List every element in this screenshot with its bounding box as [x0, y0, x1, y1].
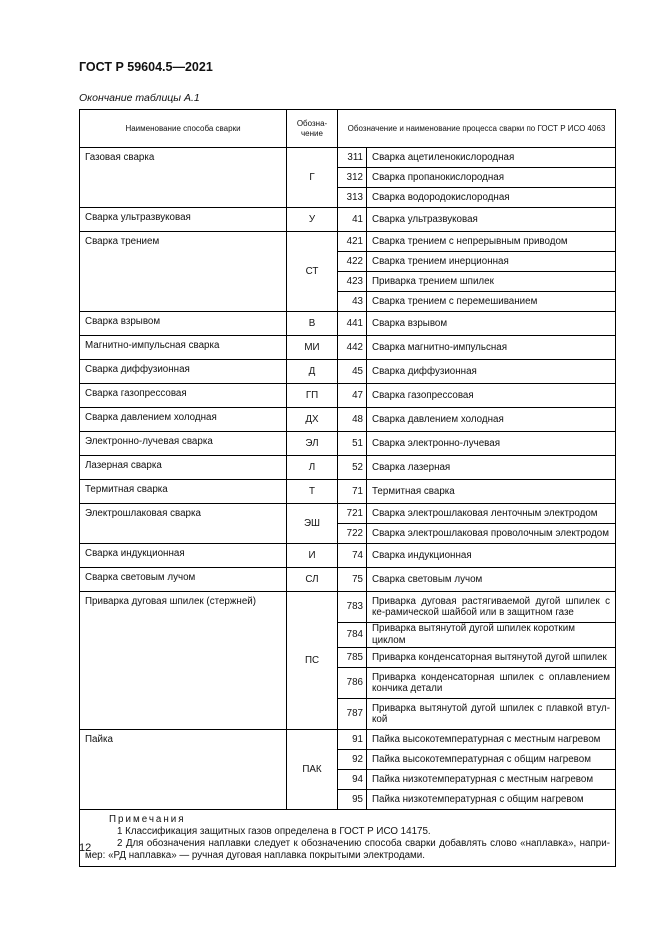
- process-number-cell: 47: [338, 384, 367, 408]
- process-number-cell: 92: [338, 750, 367, 770]
- process-name-cell: Приварка вытянутой дугой шпилек с плавкой втул-кой: [367, 699, 616, 730]
- method-name-cell: Сварка ультразвуковая: [80, 208, 287, 232]
- process-number-cell: 74: [338, 544, 367, 568]
- note-2: 2 Для обозначения наплавки следует к обозначению способа сварки добавлять слово «наплавка», напри-мер: «РД наплавка» — ручная дуговая наплавка покрытыми электродами.: [85, 838, 610, 861]
- designation-cell: У: [287, 208, 338, 232]
- notes-title: Примечания: [109, 814, 186, 825]
- process-number-cell: 312: [338, 168, 367, 188]
- method-name-cell: Магнитно-импульсная сварка: [80, 336, 287, 360]
- table-row: [80, 360, 616, 384]
- designation-cell: ПАК: [287, 730, 338, 810]
- method-name-cell: Электрошлаковая сварка: [80, 504, 287, 544]
- process-number-cell: 94: [338, 770, 367, 790]
- designation-cell: ПС: [287, 592, 338, 730]
- process-number-cell: 422: [338, 252, 367, 272]
- process-name-cell: Сварка ацетиленокислородная: [367, 148, 616, 168]
- table-row: [80, 312, 616, 336]
- process-name-cell: Пайка низкотемпературная с общим нагревом: [367, 790, 616, 810]
- process-number-cell: 51: [338, 432, 367, 456]
- process-number-cell: 786: [338, 668, 367, 699]
- process-number-cell: 311: [338, 148, 367, 168]
- table-row: [80, 592, 616, 623]
- process-name-cell: Пайка высокотемпературная с местным нагревом: [367, 730, 616, 750]
- table-row: [80, 730, 616, 750]
- process-number-cell: 784: [338, 623, 367, 648]
- process-number-cell: 783: [338, 592, 367, 623]
- method-name-cell: Газовая сварка: [80, 148, 287, 208]
- notes-cell: [80, 810, 616, 867]
- process-name-cell: Сварка газопрессовая: [367, 384, 616, 408]
- note-1: 1 Классификация защитных газов определена в ГОСТ Р ИСО 14175.: [117, 826, 431, 837]
- table-row: [80, 432, 616, 456]
- process-number-cell: 721: [338, 504, 367, 524]
- process-name-cell: Приварка конденсаторная вытянутой дугой шпилек: [367, 648, 616, 668]
- process-name-cell: Сварка взрывом: [367, 312, 616, 336]
- designation-cell: В: [287, 312, 338, 336]
- designation-cell: СТ: [287, 232, 338, 312]
- table-row: [80, 568, 616, 592]
- header-process: Обозначение и наименование процесса сварки по ГОСТ Р ИСО 4063: [338, 110, 616, 148]
- designation-cell: МИ: [287, 336, 338, 360]
- table-row: [80, 456, 616, 480]
- page-number: 12: [79, 842, 92, 854]
- process-name-cell: Приварка вытянутой дугой шпилек коротким циклом: [367, 623, 616, 648]
- designation-cell: Г: [287, 148, 338, 208]
- process-name-cell: Сварка ультразвуковая: [367, 208, 616, 232]
- process-name-cell: Сварка электрошлаковая проволочным электродом: [367, 524, 616, 544]
- process-number-cell: 95: [338, 790, 367, 810]
- process-name-cell: Термитная сварка: [367, 480, 616, 504]
- process-number-cell: 442: [338, 336, 367, 360]
- method-name-cell: Сварка трением: [80, 232, 287, 312]
- table-row: [80, 208, 616, 232]
- method-name-cell: Сварка взрывом: [80, 312, 287, 336]
- table-row: [80, 544, 616, 568]
- designation-cell: СЛ: [287, 568, 338, 592]
- process-number-cell: 75: [338, 568, 367, 592]
- table-row: [80, 384, 616, 408]
- table-row: [80, 408, 616, 432]
- designation-cell: Т: [287, 480, 338, 504]
- table-row: [80, 480, 616, 504]
- process-number-cell: 421: [338, 232, 367, 252]
- process-number-cell: 785: [338, 648, 367, 668]
- process-name-cell: Сварка электронно-лучевая: [367, 432, 616, 456]
- welding-methods-table: [79, 109, 616, 867]
- process-name-cell: Сварка магнитно-импульсная: [367, 336, 616, 360]
- table-row: [80, 148, 616, 168]
- table-row: [80, 504, 616, 524]
- document-title: ГОСТ Р 59604.5—2021: [79, 60, 213, 74]
- process-name-cell: Сварка трением инерционная: [367, 252, 616, 272]
- designation-cell: ЭШ: [287, 504, 338, 544]
- process-number-cell: 722: [338, 524, 367, 544]
- method-name-cell: Термитная сварка: [80, 480, 287, 504]
- process-number-cell: 441: [338, 312, 367, 336]
- header-method-name: Наименование способа сварки: [80, 110, 287, 148]
- process-number-cell: 41: [338, 208, 367, 232]
- process-number-cell: 787: [338, 699, 367, 730]
- designation-cell: Д: [287, 360, 338, 384]
- method-name-cell: Пайка: [80, 730, 287, 810]
- method-name-cell: Сварка газопрессовая: [80, 384, 287, 408]
- process-name-cell: Сварка лазерная: [367, 456, 616, 480]
- process-number-cell: 52: [338, 456, 367, 480]
- process-number-cell: 313: [338, 188, 367, 208]
- process-name-cell: Сварка электрошлаковая ленточным электродом: [367, 504, 616, 524]
- method-name-cell: Лазерная сварка: [80, 456, 287, 480]
- method-name-cell: Электронно-лучевая сварка: [80, 432, 287, 456]
- designation-cell: Л: [287, 456, 338, 480]
- process-name-cell: Приварка трением шпилек: [367, 272, 616, 292]
- process-name-cell: Сварка водородокислородная: [367, 188, 616, 208]
- table-row: [80, 336, 616, 360]
- method-name-cell: Сварка давлением холодная: [80, 408, 287, 432]
- process-number-cell: 71: [338, 480, 367, 504]
- process-name-cell: Приварка конденсаторная шпилек с оплавлением кончика детали: [367, 668, 616, 699]
- method-name-cell: Приварка дуговая шпилек (стержней): [80, 592, 287, 730]
- table-caption: Окончание таблицы А.1: [79, 92, 200, 104]
- process-name-cell: Сварка трением с перемешиванием: [367, 292, 616, 312]
- header-designation: Обозна-чение: [287, 110, 338, 148]
- designation-cell: И: [287, 544, 338, 568]
- process-name-cell: Сварка диффузионная: [367, 360, 616, 384]
- designation-cell: ГП: [287, 384, 338, 408]
- designation-cell: ЭЛ: [287, 432, 338, 456]
- process-number-cell: 48: [338, 408, 367, 432]
- process-name-cell: Сварка давлением холодная: [367, 408, 616, 432]
- process-name-cell: Сварка индукционная: [367, 544, 616, 568]
- process-number-cell: 43: [338, 292, 367, 312]
- process-name-cell: Сварка трением с непрерывным приводом: [367, 232, 616, 252]
- process-number-cell: 91: [338, 730, 367, 750]
- process-name-cell: Приварка дуговая растягиваемой дугой шпилек с ке-рамической шайбой или в защитном газе: [367, 592, 616, 623]
- designation-cell: ДХ: [287, 408, 338, 432]
- method-name-cell: Сварка диффузионная: [80, 360, 287, 384]
- process-name-cell: Сварка пропанокислородная: [367, 168, 616, 188]
- process-number-cell: 423: [338, 272, 367, 292]
- process-number-cell: 45: [338, 360, 367, 384]
- process-name-cell: Пайка низкотемпературная с местным нагревом: [367, 770, 616, 790]
- process-name-cell: Пайка высокотемпературная с общим нагревом: [367, 750, 616, 770]
- process-name-cell: Сварка световым лучом: [367, 568, 616, 592]
- table-row: [80, 232, 616, 252]
- method-name-cell: Сварка световым лучом: [80, 568, 287, 592]
- method-name-cell: Сварка индукционная: [80, 544, 287, 568]
